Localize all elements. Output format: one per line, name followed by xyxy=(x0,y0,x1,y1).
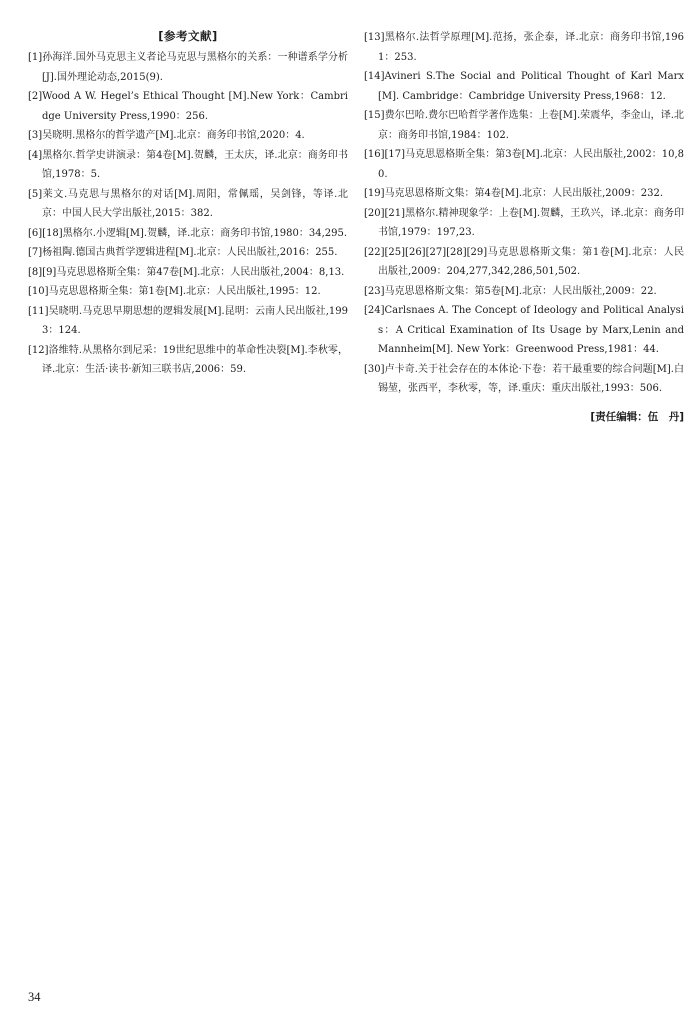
reference-entry: [15]费尔巴哈.费尔巴哈哲学著作选集：上卷[M].荣震华，李金山，译.北京：商务印书馆,1984：102. xyxy=(364,110,684,141)
responsible-editor-credit: [责任编辑：伍 丹] xyxy=(590,410,684,423)
reference-entry: [19]马克思恩格斯文集：第4卷[M].北京：人民出版社,2009：232. xyxy=(364,188,664,199)
reference-entry: [23]马克思恩格斯文集：第5卷[M].北京：人民出版社,2009：22. xyxy=(364,285,657,297)
reference-entry: [24]Carlsnaes A. The Concept of Ideology and Political Analysis：A Critical Examination of Its Usage by Marx,Lenin and Mannheim[M]. New York：Greenwood Press,1981：44. xyxy=(364,305,684,355)
page-number: 34 xyxy=(28,990,41,1004)
reference-entry: [30]卢卡奇.关于社会存在的本体论·下卷：若干最重要的综合问题[M].白锡堃，张西平，李秋零，等，译.重庆：重庆出版社,1993：506. xyxy=(364,363,684,394)
references-right-column xyxy=(364,28,684,425)
references-left-column xyxy=(28,28,348,380)
right-reference-list xyxy=(364,28,684,399)
reference-entry: [22][25][26][27][28][29]马克思恩格斯文集：第1卷[M].北京：人民出版社,2009：204,277,342,286,501,502. xyxy=(364,246,684,277)
reference-entry: [11]吴晓明.马克思早期思想的逻辑发展[M].昆明：云南人民出版社,1993：124. xyxy=(28,305,348,336)
left-reference-list xyxy=(28,48,348,380)
reference-entry: [1]孙海洋.国外马克思主义者论马克思与黑格尔的关系：一种谱系学分析[J].国外理论动态,2015(9). xyxy=(28,52,348,83)
reference-entry: [13]黑格尔.法哲学原理[M].范扬，张企泰，译.北京：商务印书馆,1961：253. xyxy=(364,32,684,63)
reference-entry: [16][17]马克思恩格斯全集：第3卷[M].北京：人民出版社,2002：10,80. xyxy=(364,149,684,180)
references-heading: [参考文献] xyxy=(158,29,218,43)
reference-entry: [8][9]马克思恩格斯全集：第47卷[M].北京：人民出版社,2004：8,13. xyxy=(28,266,345,278)
reference-entry: [3]吴晓明.黑格尔的哲学遗产[M].北京：商务印书馆,2020：4. xyxy=(28,130,305,141)
reference-entry: [14]Avineri S.The Social and Political Thought of Karl Marx [M]. Cambridge：Cambridge University Press,1968：12. xyxy=(364,71,684,102)
reference-entry: [2]Wood A W. Hegel’s Ethical Thought [M].New York：Cambridge University Press,1990：256. xyxy=(28,91,348,122)
reference-entry: [6][18]黑格尔.小逻辑[M].贺麟，译.北京：商务印书馆,1980：34,295. xyxy=(28,227,348,239)
reference-entry: [12]洛维特.从黑格尔到尼采：19世纪思维中的革命性决裂[M].李秋零，译.北京：生活·读书·新知三联书店,2006：59. xyxy=(28,344,348,375)
reference-entry: [20][21]黑格尔.精神现象学：上卷[M].贺麟，王玖兴，译.北京：商务印书馆,1979：197,23. xyxy=(364,207,684,238)
reference-entry: [5]莱文.马克思与黑格尔的对话[M].周阳，常佩瑶，吴剑锋，等译.北京：中国人民大学出版社,2015：382. xyxy=(28,188,348,219)
reference-entry: [7]杨祖陶.德国古典哲学逻辑进程[M].北京：人民出版社,2016：255. xyxy=(28,247,338,258)
reference-entry: [4]黑格尔.哲学史讲演录：第4卷[M].贺麟，王太庆，译.北京：商务印书馆,1978：5. xyxy=(28,149,348,180)
reference-entry: [10]马克思恩格斯全集：第1卷[M].北京：人民出版社,1995：12. xyxy=(28,286,321,297)
